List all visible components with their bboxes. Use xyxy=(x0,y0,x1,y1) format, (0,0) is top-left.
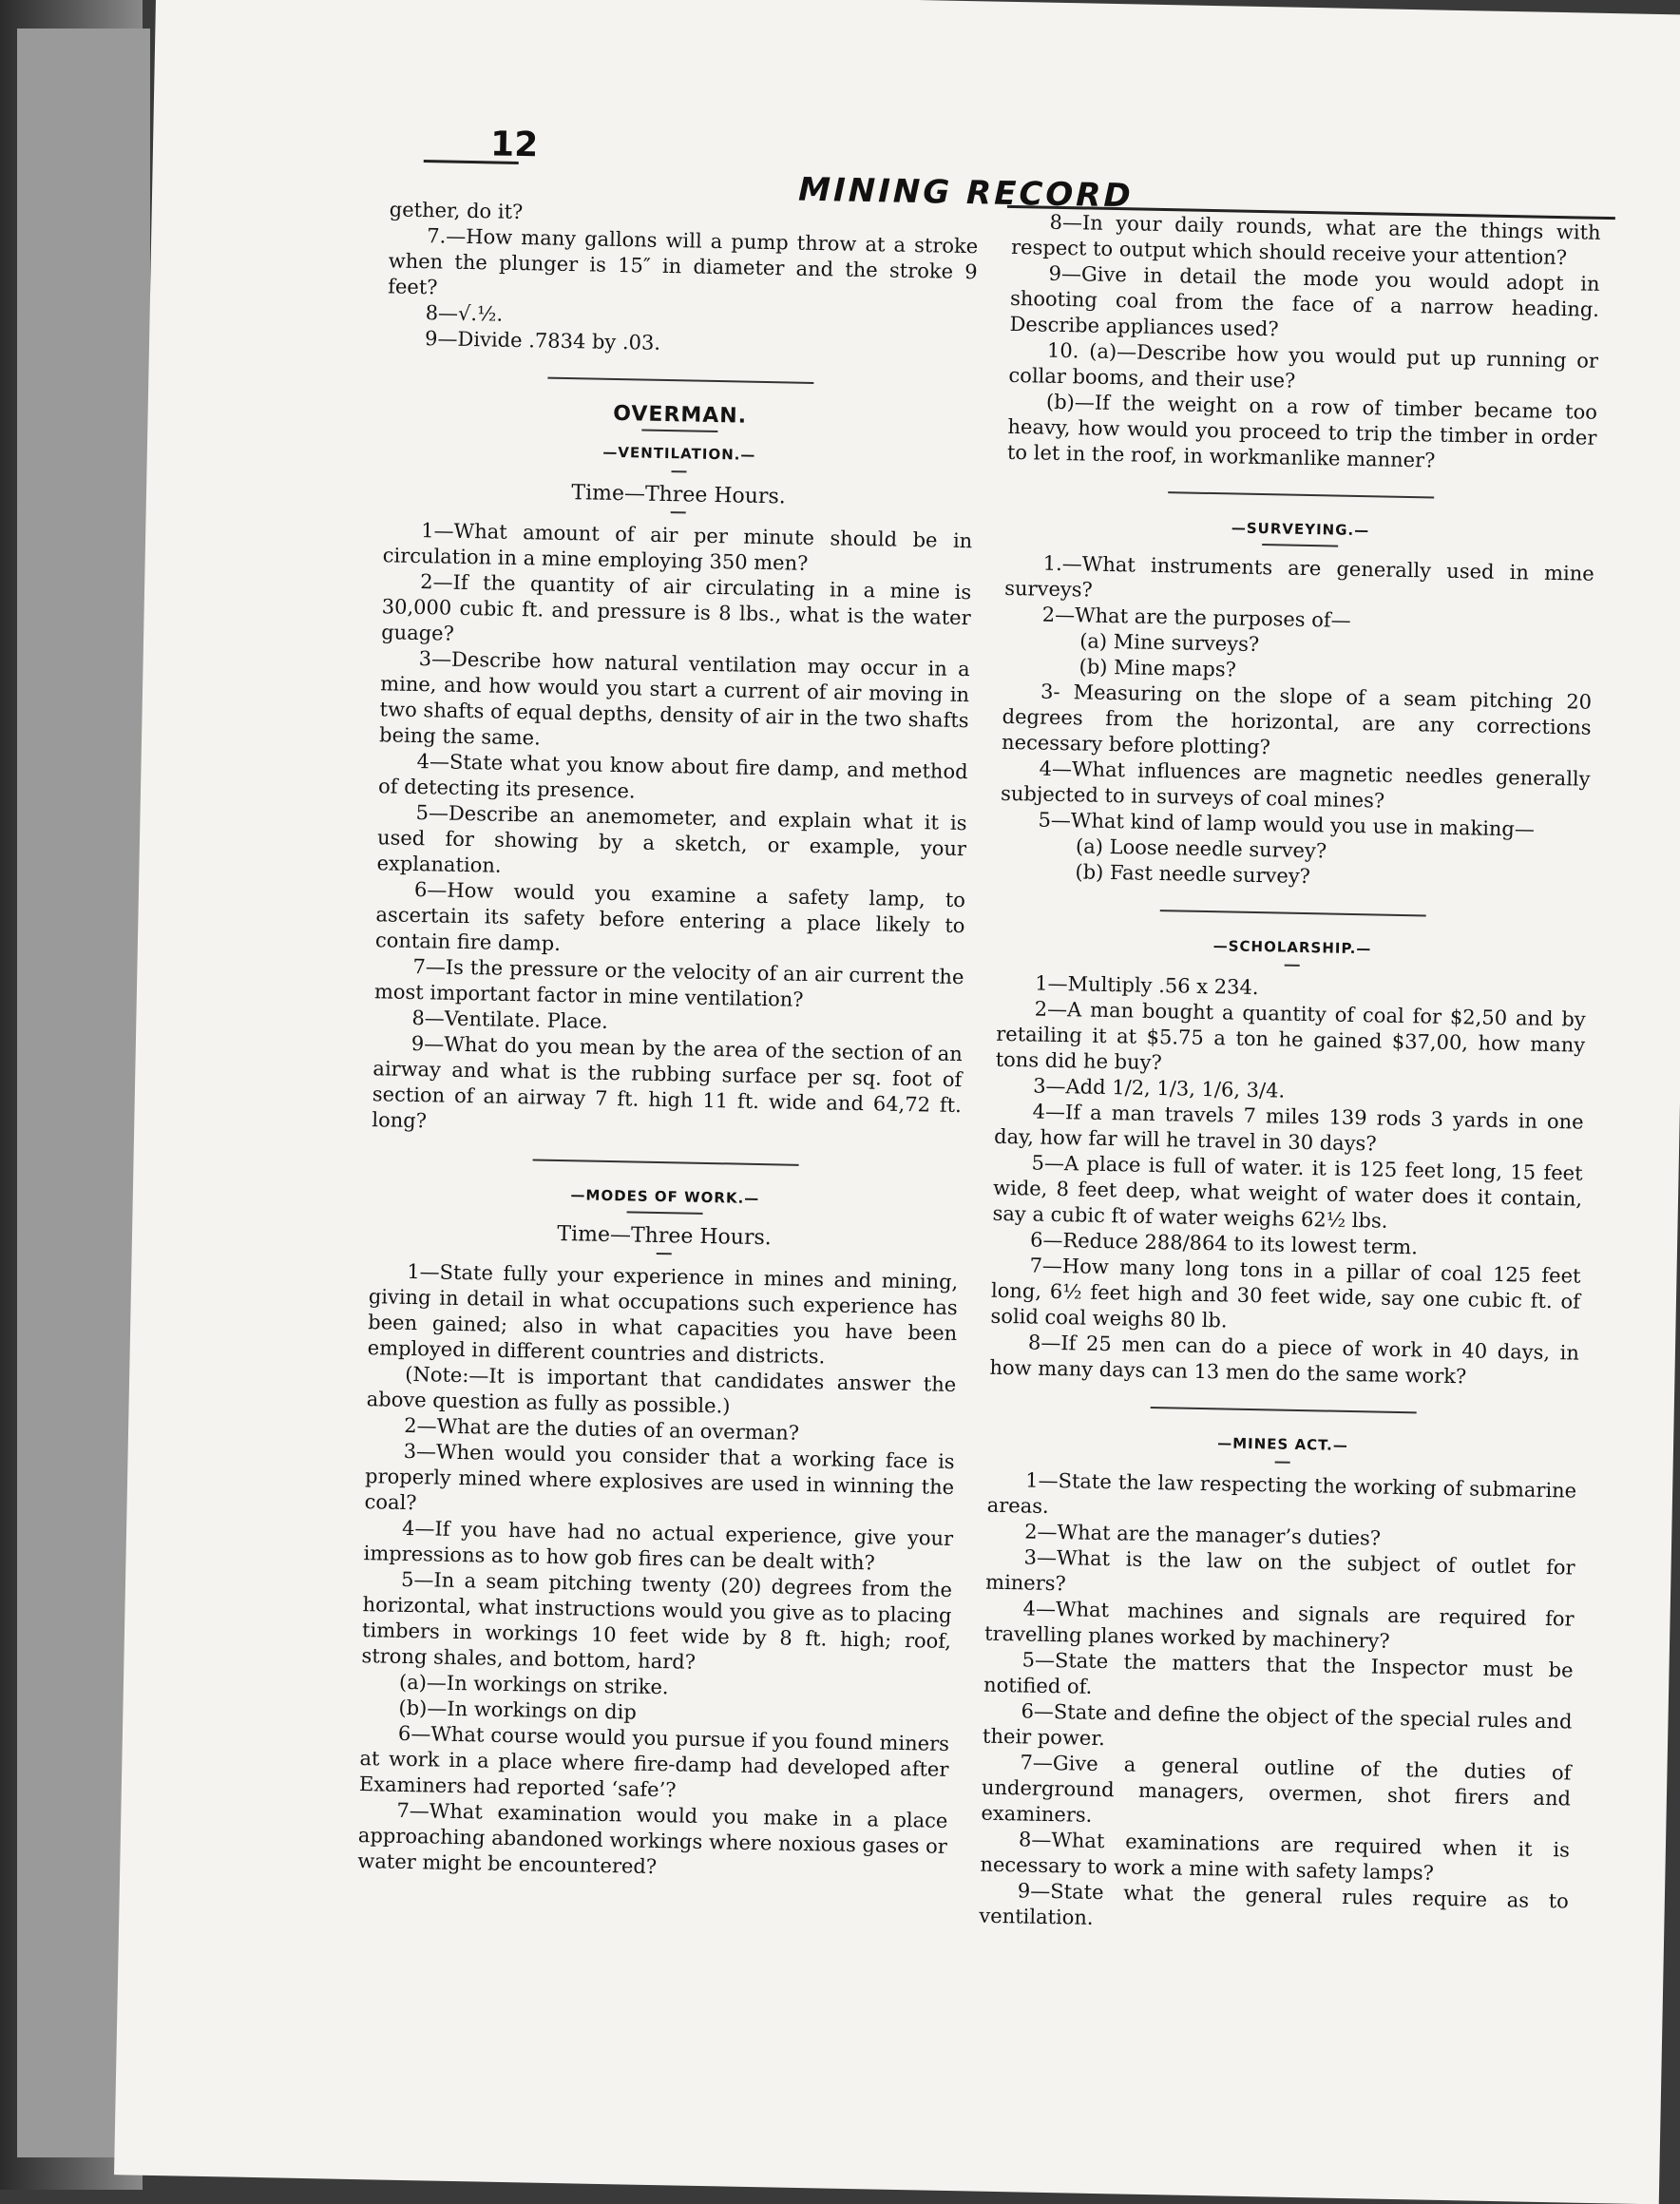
question: 5—State the matters that the Inspector must be notified of. xyxy=(983,1648,1574,1698)
page-number: 12 xyxy=(489,125,539,165)
question: 2—If the quantity of air circulating in a mine is 30,000 cubic ft. and pressure is 8 lbs., what is the water guage? xyxy=(381,570,972,645)
question: 5—What kind of lamp would you use in making— xyxy=(1038,808,1536,841)
intro-line: 9—Divide .7834 by .03. xyxy=(424,327,661,355)
question: 7—How many long tons in a pillar of coal 125 feet long, 6½ feet high and 30 feet wide, say one cubic ft. of solid coal weighs 80 lb. xyxy=(990,1254,1581,1332)
running-title: MINING RECORD xyxy=(797,170,1135,216)
section-separator xyxy=(547,377,813,384)
heading-underline xyxy=(627,1211,703,1215)
question: 9—What do you mean by the area of the section of an airway and what is the rubbing surface per sq. foot of section of an airway 7 ft. high 11 ft. wide and 64,72 ft. long? xyxy=(372,1031,964,1133)
left-column xyxy=(357,197,979,1886)
surveying-heading: —SURVEYING.— xyxy=(1231,519,1370,540)
intro-line: gether, do it? xyxy=(389,198,524,224)
question: 4—State what you know about fire damp, and method of detecting its presence. xyxy=(377,750,968,803)
heading-underline xyxy=(641,430,717,433)
section-separator xyxy=(1151,1407,1417,1413)
question: 8—What examinations are required when it is necessary to work a mine with safety lamps? xyxy=(980,1828,1571,1885)
question: 7—Give a general outline of the duties of underground managers, overmen, shot firers and examiners. xyxy=(981,1751,1572,1827)
sub-item: (b)—In workings on dip xyxy=(398,1696,638,1724)
question: 8—In your daily rounds, what are the things with respect to output which should receive your attention? xyxy=(1010,210,1601,270)
scholarship-heading: —SCHOLARSHIP.— xyxy=(1212,937,1372,958)
question: 1—State the law respecting the working of submarine areas. xyxy=(986,1468,1577,1518)
note: (Note:—It is important that candidates answer the above question as fully as possible.) xyxy=(366,1362,957,1418)
intro-line: 8—√.½. xyxy=(425,301,504,326)
question: (b)—If the weight on a row of timber became too heavy, how would you proceed to trip the timber in order to let in the roof, in workmanlike manner? xyxy=(1006,390,1598,472)
question: 8—If 25 men can do a piece of work in 40 days, in how many days can 13 men do the same work? xyxy=(989,1331,1580,1389)
question: 6—How would you examine a safety lamp, to ascertain its safety before entering a place likely to contain fire damp. xyxy=(374,877,966,955)
heading-dash xyxy=(657,1253,672,1255)
document-page xyxy=(114,0,1680,2204)
sub-item: (a) Loose needle survey? xyxy=(1075,834,1327,863)
heading-dash xyxy=(671,511,686,513)
heading-dash xyxy=(1275,1461,1290,1463)
question: 8—Ventilate. Place. xyxy=(411,1006,609,1033)
overman-heading: OVERMAN. xyxy=(613,401,748,429)
heading-dash xyxy=(1285,965,1300,967)
section-separator xyxy=(1160,910,1426,916)
question: 6—Reduce 288/864 to its lowest term. xyxy=(1029,1228,1419,1259)
question: 5—A place is full of water. it is 125 feet long, 15 feet wide, 8 feet deep, what weight of water does it contain, say a cubic ft of water weighs 62½ lbs. xyxy=(992,1151,1583,1233)
question: 5—In a seam pitching twenty (20) degrees from the horizontal, what instructions would you give as to placing timbers in workings 10 feet wide by 8 ft. high; roof, strong shales, and bottom, hard? xyxy=(361,1567,953,1674)
sub-item: (b) Mine maps? xyxy=(1079,655,1237,681)
modes-of-work-heading: —MODES OF WORK.— xyxy=(570,1186,760,1208)
question: 4—What influences are magnetic needles generally subjected to in surveys of coal mines? xyxy=(1000,757,1591,813)
question: 2—A man bought a quantity of coal for $2,50 and by retailing it at $5.75 a ton he gained $37,00, how many tons did he buy? xyxy=(995,997,1586,1075)
question: 1.—What instruments are generally used in mine surveys? xyxy=(1004,551,1594,602)
question: 9—State what the general rules require as to ventilation. xyxy=(979,1879,1570,1929)
right-column xyxy=(979,209,1601,1941)
sub-item: (b) Fast needle survey? xyxy=(1075,860,1311,889)
question: 3- Measuring on the slope of a seam pitching 20 degrees from the horizontal, are any corrections necessary before plotting? xyxy=(1001,680,1593,759)
question: 5—Describe an anemometer, and explain what it is used for showing by a sketch, or example, your explanation. xyxy=(376,801,967,877)
question: 4—If a man travels 7 miles 139 rods 3 yards in one day, how far will he travel in 30 days? xyxy=(993,1100,1584,1156)
question: 4—If you have had no actual experience, give your impressions as to how gob fires can be dealt with? xyxy=(363,1516,954,1575)
question: 7—Is the pressure or the velocity of an air current the most important factor in mine ventilation? xyxy=(373,954,964,1011)
question: 2—What are the manager’s duties? xyxy=(1023,1520,1382,1550)
question: 1—Multiply .56 x 234. xyxy=(1035,971,1259,1000)
question: 7—What examination would you make in a place approaching abandoned workings where noxious gases or water might be encountered? xyxy=(357,1798,948,1879)
mines-act-heading: —MINES ACT.— xyxy=(1217,1434,1348,1454)
question: 3—When would you consider that a working face is properly mined where explosives are used in winning the coal? xyxy=(364,1439,955,1515)
question: 3—Add 1/2, 1/3, 1/6, 3/4. xyxy=(1032,1074,1286,1102)
question: 6—What course would you pursue if you found miners at work in a place where fire-damp had developed after Examiners had reported ‘safe’? xyxy=(358,1721,950,1802)
question: 3—Describe how natural ventilation may occur in a mine, and how would you start a current of air moving in two shafts of equal depths, density of air in the two shafts being the same. xyxy=(378,647,970,750)
sub-item: (a)—In workings on strike. xyxy=(398,1670,669,1699)
question: 3—What is the law on the subject of outlet for miners? xyxy=(984,1545,1575,1596)
intro-line: 7.—How many gallons will a pump throw at a stroke when the plunger is 15″ in diameter and the stroke 9 feet? xyxy=(387,224,979,299)
question: 10. (a)—Describe how you would put up running or collar booms, and their use? xyxy=(1008,338,1599,393)
heading-underline xyxy=(1262,544,1338,547)
question: 1—State fully your experience in mines and mining, giving in detail in what occupations such experience has been gained; also in what capacities you have been employed in different countries and districts. xyxy=(367,1259,959,1369)
question: 2—What are the duties of an overman? xyxy=(403,1413,800,1445)
sub-item: (a) Mine surveys? xyxy=(1079,629,1260,657)
heading-dash xyxy=(672,470,687,472)
modes-time: Time—Three Hours. xyxy=(557,1221,773,1251)
ventilation-heading: —VENTILATION.— xyxy=(602,443,756,464)
question: 4—What machines and signals are required for travelling planes worked by machinery? xyxy=(983,1597,1575,1653)
question: 6—State and define the object of the special rules and their power. xyxy=(982,1699,1573,1751)
ventilation-time: Time—Three Hours. xyxy=(571,481,786,509)
section-separator xyxy=(1168,491,1434,498)
question: 2—What are the purposes of— xyxy=(1041,603,1351,632)
section-separator xyxy=(533,1159,799,1165)
question: 1—What amount of air per minute should be in circulation in a mine employing 350 men? xyxy=(382,519,973,575)
question: 9—Give in detail the mode you would adopt in shooting coal from the face of a narrow heading. Describe appliances used? xyxy=(1009,261,1600,341)
header-rule-left xyxy=(424,160,519,164)
